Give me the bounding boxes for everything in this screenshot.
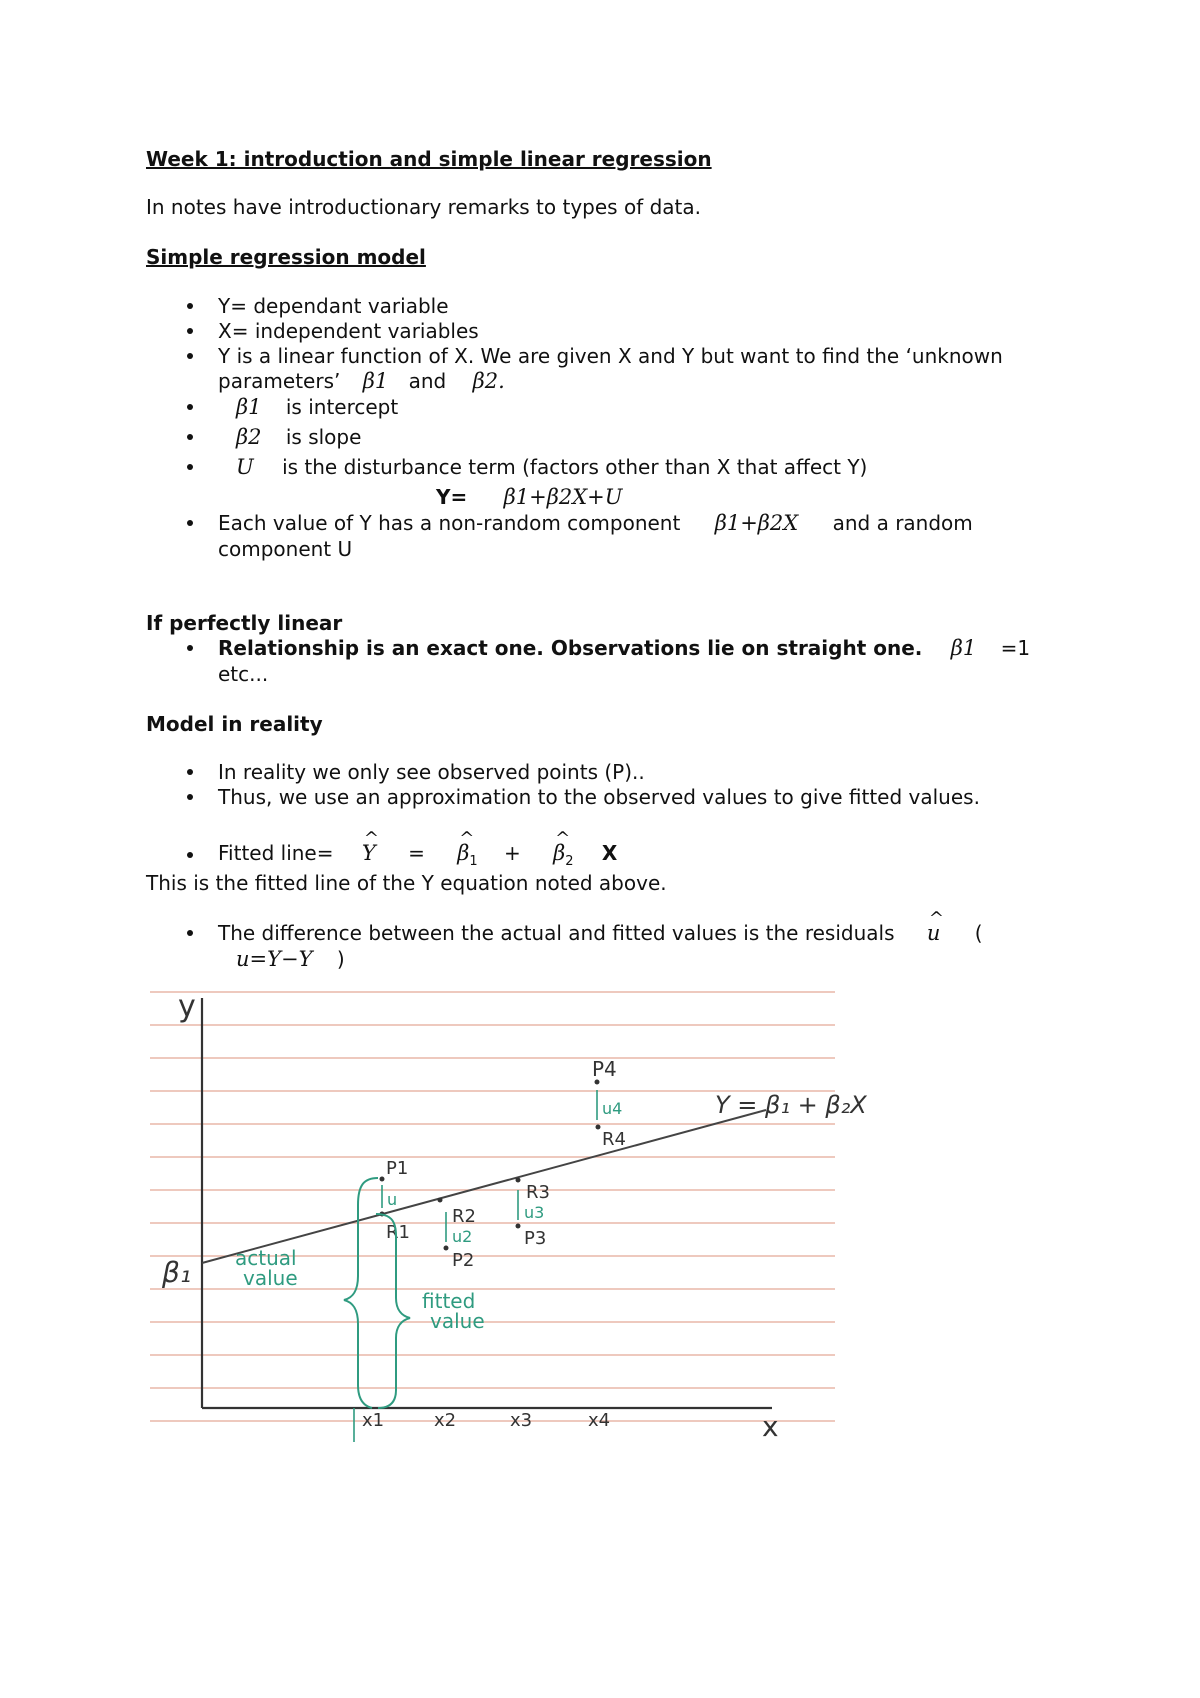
point-label-p1: P1 xyxy=(386,1158,409,1179)
bullet-dot xyxy=(187,794,193,800)
fitted-label-r3: R3 xyxy=(526,1182,550,1203)
x-tick-x3: x3 xyxy=(510,1410,533,1431)
bullet-dot xyxy=(187,434,193,440)
section-title-model-in-reality: Model in reality xyxy=(146,712,323,736)
bullet-non-random: Each value of Y has a non-random component β1+β2X and a random xyxy=(218,511,973,535)
bullet-dot xyxy=(187,303,193,309)
bullet-dot xyxy=(187,769,193,775)
residual-label-4: u4 xyxy=(602,1099,623,1118)
bullet-approximation: Thus, we use an approximation to the observed values to give fitted values. xyxy=(218,785,980,809)
fitted-label-r1: R1 xyxy=(386,1222,410,1243)
bullet-dot xyxy=(187,930,193,936)
bullet-disturbance: U is the disturbance term (factors other than X that affect Y) xyxy=(236,455,868,479)
point-label-p3: P3 xyxy=(524,1228,547,1249)
ruled-lines xyxy=(150,992,835,1421)
bullet-dot xyxy=(187,464,193,470)
x-tick-x4: x4 xyxy=(588,1410,611,1431)
bullet-observed-points: In reality we only see observed points (P).. xyxy=(218,760,645,784)
x-tick-x1: x1 xyxy=(362,1410,385,1431)
residual-label-3: u3 xyxy=(524,1203,545,1222)
residual-label-1: u xyxy=(387,1190,398,1209)
regression-diagram xyxy=(140,980,867,1450)
actual-value-label-1: actual xyxy=(235,1246,297,1270)
actual-value-label-2: value xyxy=(243,1266,298,1290)
bullet-non-random-line2: component U xyxy=(218,537,353,561)
fitted-value-label-2: value xyxy=(430,1309,485,1333)
fitted-value-label-1: fitted xyxy=(422,1289,476,1313)
section-title-perfectly-linear: If perfectly linear xyxy=(146,611,343,635)
residual-label-2: u2 xyxy=(452,1227,473,1246)
bullet-intercept: β1 is intercept xyxy=(236,395,399,419)
actual-value-brace xyxy=(344,1178,378,1408)
fitted-label-r4: R4 xyxy=(602,1129,626,1150)
observed-point-p3 xyxy=(516,1224,521,1229)
bullet-dependant: Y= dependant variable xyxy=(218,294,449,318)
fitted-point-r2 xyxy=(438,1198,443,1203)
intro-text: In notes have introductionary remarks to types of data. xyxy=(146,195,701,219)
bullet-residuals: The difference between the actual and fitted values is the residuals ^ u ( xyxy=(218,920,983,946)
observed-point-p1 xyxy=(380,1177,385,1182)
regression-equation: Y= β1+β2X+U xyxy=(436,485,623,509)
bullet-dot xyxy=(187,328,193,334)
observed-point-p2 xyxy=(444,1246,449,1251)
bullet-linear-function: Y is a linear function of X. We are given X and Y but want to find the ‘unknown xyxy=(218,344,1003,368)
bullet-fitted-line: Fitted line= ^ Y = ^ $\beta_1$ + ^ $\beta_2$ X xyxy=(218,840,617,875)
fitted-label-r2: R2 xyxy=(452,1206,476,1227)
bullet-slope: β2 is slope xyxy=(236,425,362,449)
intercept-label: β₁ xyxy=(162,1256,192,1289)
bullet-independent: X= independent variables xyxy=(218,319,479,343)
fitted-point-r3 xyxy=(516,1178,521,1183)
fitted-regression-line xyxy=(202,1110,766,1263)
residual-formula: u=Y−Y ) xyxy=(236,947,345,971)
y-axis-label: y xyxy=(178,989,196,1024)
x-axis-label: x xyxy=(762,1410,779,1443)
page-heading: Week 1: introduction and simple linear regression xyxy=(146,147,712,171)
bullet-exact-relationship: Relationship is an exact one. Observations lie on straight one. β1 =1 xyxy=(218,636,1031,660)
bullet-exact-relationship-line2: etc... xyxy=(218,662,269,686)
x-tick-x2: x2 xyxy=(434,1410,457,1431)
fitted-value-brace xyxy=(376,1214,410,1408)
fitted-point-r4 xyxy=(596,1125,601,1130)
bullet-dot xyxy=(187,353,193,359)
bullet-dot xyxy=(187,404,193,410)
point-label-p2: P2 xyxy=(452,1250,475,1271)
bullet-linear-function-line2: parameters’ β1 and β2. xyxy=(218,369,505,393)
bullet-dot xyxy=(187,852,193,858)
bullet-dot xyxy=(187,520,193,526)
fitted-line-note: This is the fitted line of the Y equation noted above. xyxy=(146,871,667,895)
fitted-line-label: Y = β₁ + β₂X xyxy=(715,1091,867,1119)
section-title-simple-regression: Simple regression model xyxy=(146,245,426,269)
bullet-dot xyxy=(187,645,193,651)
point-label-p4: P4 xyxy=(592,1057,617,1081)
